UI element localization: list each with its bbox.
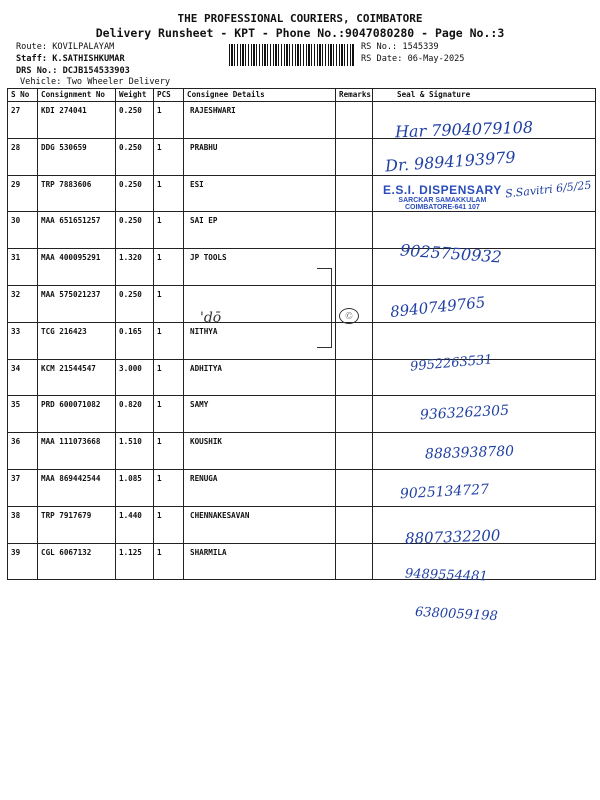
col-consignee: Consignee Details [184,89,336,102]
barcode [229,44,355,66]
table-row [8,506,596,543]
table-row [8,249,596,286]
weight-cell: 0.250 [116,212,154,249]
staff-label: Staff: K.SATHISHKUMAR [16,54,125,64]
table-row [8,543,596,580]
consignee-cell: ESI [184,175,336,212]
col-sno: S No [8,89,38,102]
remarks-cell [336,249,373,286]
remarks-cell [336,102,373,139]
weight-cell: 0.250 [116,102,154,139]
remarks-cell [336,212,373,249]
remarks-cell [336,138,373,175]
handwritten-signature: 6380059198 [414,604,499,625]
sno-cell: 36 [8,433,38,470]
esi-dispensary-stamp [383,183,502,211]
consignment-cell: MAA 869442544 [38,469,116,506]
table-row [8,359,596,396]
weight-cell: 0.820 [116,396,154,433]
consignee-cell: RENUGA [184,469,336,506]
consignment-cell: MAA 111073668 [38,433,116,470]
consignment-cell: MAA 575021237 [38,285,116,322]
col-seal-signature: Seal & Signature [373,89,596,102]
sno-cell: 39 [8,543,38,580]
remarks-cell [336,396,373,433]
weight-cell: 1.085 [116,469,154,506]
pcs-cell: 1 [154,396,184,433]
consignee-cell: CHENNAKESAVAN [184,506,336,543]
drs-label: DRS No.: DCJB154533903 [16,66,130,76]
sno-cell: 33 [8,322,38,359]
consignment-cell: TRP 7883606 [38,175,116,212]
pcs-cell: 1 [154,212,184,249]
remarks-cell [336,543,373,580]
remark-circle-mark: Ⓒ [339,308,359,324]
weight-cell: 0.250 [116,285,154,322]
table-row [8,469,596,506]
sno-cell: 37 [8,469,38,506]
sno-cell: 30 [8,212,38,249]
stamp-line-1: E.S.I. DISPENSARY [383,183,502,197]
consignee-cell: SAI EP [184,212,336,249]
consignment-cell: TRP 7917679 [38,506,116,543]
pcs-cell: 1 [154,322,184,359]
consignee-cell: RAJESHWARI [184,102,336,139]
company-title: THE PROFESSIONAL COURIERS, COIMBATORE [177,12,423,25]
remarks-cell [336,433,373,470]
consignee-cell: SAMY [184,396,336,433]
handwritten-signature: 9489554481 [404,566,488,585]
rs-number: RS No.: 1545339 [361,42,439,52]
handwritten-signature: 9025134727 [399,481,490,503]
remarks-cell [336,175,373,212]
table-header-row [8,89,596,102]
consignment-cell: KDI 274041 [38,102,116,139]
consignment-cell: MAA 651651257 [38,212,116,249]
pcs-cell: 1 [154,102,184,139]
stamp-line-3: COIMBATORE-641 107 [404,204,480,211]
weight-cell: 1.440 [116,506,154,543]
consignee-cell: PRABHU [184,138,336,175]
handwritten-signature: 8807332200 [404,526,501,548]
rs-date: RS Date: 06-May-2025 [361,54,465,64]
stamp-line-2: SARCKAR SAMAKKULAM [398,197,487,204]
route-label: Route: KOVILPALAYAM [16,42,115,52]
table-row [8,285,596,322]
consignment-cell: KCM 21544547 [38,359,116,396]
sno-cell: 34 [8,359,38,396]
remarks-cell [336,506,373,543]
consignee-cell: ADHITYA [184,359,336,396]
consignee-cell: KOUSHIK [184,433,336,470]
consignment-cell: TCG 216423 [38,322,116,359]
col-pcs: PCS [154,89,184,102]
table-row [8,322,596,359]
handwritten-signature: S.Savitri 6/5/25 [504,178,593,201]
col-consignment: Consignment No [38,89,116,102]
remarks-cell [336,322,373,359]
pcs-cell: 1 [154,285,184,322]
consignee-cell: SHARMILA [184,543,336,580]
weight-cell: 0.250 [116,138,154,175]
pcs-cell: 1 [154,249,184,286]
pcs-cell: 1 [154,433,184,470]
pcs-cell: 1 [154,469,184,506]
weight-cell: 3.000 [116,359,154,396]
remarks-cell [336,359,373,396]
pcs-cell: 1 [154,506,184,543]
consignee-cell: NITHYA [184,322,336,359]
weight-cell: 1.320 [116,249,154,286]
consignment-cell: DDG 530659 [38,138,116,175]
col-remarks: Remarks [336,89,373,102]
sno-cell: 38 [8,506,38,543]
pcs-cell: 1 [154,543,184,580]
sno-cell: 32 [8,285,38,322]
weight-cell: 1.125 [116,543,154,580]
weight-cell: 1.510 [116,433,154,470]
consignment-cell: CGL 6067132 [38,543,116,580]
sno-cell: 28 [8,138,38,175]
sno-cell: 29 [8,175,38,212]
runsheet-title: Delivery Runsheet - KPT - Phone No.:9047080280 - Page No.:3 [95,26,505,40]
sno-cell: 31 [8,249,38,286]
handwritten-signature: Har 7904079108 [394,117,534,142]
consignee-cell: JP TOOLS [184,249,336,286]
weight-cell: 0.250 [116,175,154,212]
remarks-cell [336,469,373,506]
consignment-cell: PRD 600071082 [38,396,116,433]
weight-cell: 0.165 [116,322,154,359]
consignment-cell: MAA 400095291 [38,249,116,286]
pcs-cell: 1 [154,175,184,212]
handwritten-signature: 9025750932 [399,240,503,267]
row32-handwritten-mark: 'dō [200,310,222,326]
pcs-cell: 1 [154,359,184,396]
handwritten-signature: 8883938780 [424,443,515,463]
handwritten-signature: Dr. 9894193979 [384,147,517,176]
grouping-bracket [317,268,332,348]
sno-cell: 27 [8,102,38,139]
handwritten-signature: 9363262305 [419,402,510,424]
pcs-cell: 1 [154,138,184,175]
table-row [8,212,596,249]
handwritten-signature: 9952263531 [409,352,494,375]
handwritten-signature: 8940749765 [389,293,487,321]
sno-cell: 35 [8,396,38,433]
col-weight: Weight [116,89,154,102]
vehicle-label: Vehicle: Two Wheeler Delivery [20,77,171,87]
